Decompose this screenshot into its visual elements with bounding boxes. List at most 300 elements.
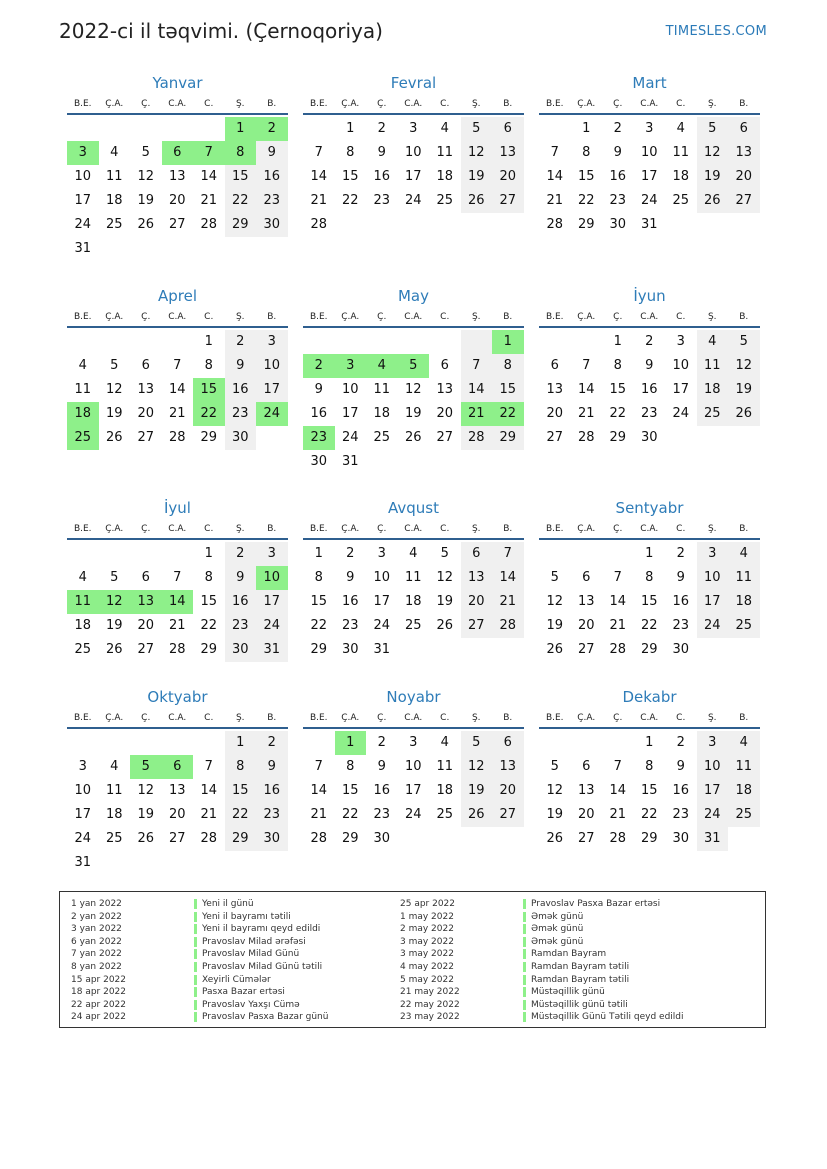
day-cell[interactable]: 11 bbox=[105, 169, 123, 184]
day-cell[interactable]: 17 bbox=[697, 779, 729, 803]
day-cell[interactable]: 17 bbox=[404, 783, 422, 798]
day-cell[interactable]: 18 bbox=[728, 590, 760, 614]
day-cell[interactable]: 9 bbox=[676, 759, 685, 774]
day-cell[interactable]: 12 bbox=[105, 382, 123, 397]
day-cell[interactable]: 25 bbox=[105, 217, 123, 232]
day-cell[interactable]: 21 bbox=[609, 807, 627, 822]
day-cell[interactable]: 15 bbox=[193, 378, 225, 402]
day-cell[interactable]: 17 bbox=[672, 382, 690, 397]
day-cell[interactable]: 29 bbox=[200, 430, 218, 445]
day-cell[interactable]: 9 bbox=[256, 141, 288, 165]
day-cell[interactable]: 31 bbox=[74, 855, 92, 870]
day-cell[interactable]: 27 bbox=[546, 430, 564, 445]
day-cell[interactable]: 14 bbox=[168, 382, 186, 397]
day-cell[interactable]: 29 bbox=[609, 430, 627, 445]
day-cell[interactable]: 5 bbox=[461, 117, 493, 141]
day-cell[interactable]: 1 bbox=[492, 330, 524, 354]
day-cell[interactable]: 13 bbox=[436, 382, 454, 397]
day-cell[interactable]: 6 bbox=[582, 759, 591, 774]
day-cell[interactable]: 29 bbox=[577, 217, 595, 232]
day-cell[interactable]: 3 bbox=[697, 731, 729, 755]
day-cell[interactable]: 3 bbox=[67, 141, 99, 165]
day-cell[interactable]: 30 bbox=[256, 213, 288, 237]
day-cell[interactable]: 17 bbox=[341, 406, 359, 421]
day-cell[interactable]: 7 bbox=[550, 145, 559, 160]
day-cell[interactable]: 11 bbox=[672, 145, 690, 160]
day-cell[interactable]: 5 bbox=[398, 354, 430, 378]
day-cell[interactable]: 13 bbox=[130, 590, 162, 614]
day-cell[interactable]: 6 bbox=[492, 731, 524, 755]
day-cell[interactable]: 18 bbox=[373, 406, 391, 421]
day-cell[interactable]: 23 bbox=[672, 618, 690, 633]
day-cell[interactable]: 14 bbox=[162, 590, 194, 614]
day-cell[interactable]: 13 bbox=[577, 594, 595, 609]
day-cell[interactable]: 5 bbox=[728, 330, 760, 354]
day-cell[interactable]: 6 bbox=[141, 570, 150, 585]
day-cell[interactable]: 31 bbox=[697, 827, 729, 851]
day-cell[interactable]: 6 bbox=[461, 542, 493, 566]
day-cell[interactable]: 3 bbox=[335, 354, 367, 378]
day-cell[interactable]: 10 bbox=[697, 755, 729, 779]
day-cell[interactable]: 30 bbox=[341, 642, 359, 657]
day-cell[interactable]: 14 bbox=[609, 594, 627, 609]
day-cell[interactable]: 14 bbox=[310, 783, 328, 798]
day-cell[interactable]: 27 bbox=[137, 642, 155, 657]
day-cell[interactable]: 14 bbox=[310, 169, 328, 184]
day-cell[interactable]: 5 bbox=[440, 546, 449, 561]
day-cell[interactable]: 22 bbox=[640, 807, 658, 822]
day-cell[interactable]: 5 bbox=[697, 117, 729, 141]
day-cell[interactable]: 18 bbox=[404, 594, 422, 609]
day-cell[interactable]: 11 bbox=[697, 354, 729, 378]
day-cell[interactable]: 31 bbox=[341, 454, 359, 469]
day-cell[interactable]: 9 bbox=[225, 354, 257, 378]
day-cell[interactable]: 12 bbox=[461, 141, 493, 165]
day-cell[interactable]: 22 bbox=[225, 803, 257, 827]
day-cell[interactable]: 10 bbox=[256, 354, 288, 378]
day-cell[interactable]: 19 bbox=[546, 807, 564, 822]
day-cell[interactable]: 14 bbox=[492, 566, 524, 590]
day-cell[interactable]: 27 bbox=[168, 831, 186, 846]
day-cell[interactable]: 6 bbox=[162, 141, 194, 165]
day-cell[interactable]: 17 bbox=[373, 594, 391, 609]
day-cell[interactable]: 18 bbox=[436, 783, 454, 798]
day-cell[interactable]: 16 bbox=[225, 378, 257, 402]
day-cell[interactable]: 28 bbox=[609, 831, 627, 846]
brand-link[interactable]: TIMESLES.COM bbox=[665, 24, 767, 39]
day-cell[interactable]: 8 bbox=[346, 145, 355, 160]
day-cell[interactable]: 20 bbox=[137, 618, 155, 633]
day-cell[interactable]: 12 bbox=[728, 354, 760, 378]
day-cell[interactable]: 3 bbox=[409, 735, 418, 750]
day-cell[interactable]: 15 bbox=[225, 779, 257, 803]
day-cell[interactable]: 16 bbox=[640, 382, 658, 397]
day-cell[interactable]: 12 bbox=[137, 783, 155, 798]
day-cell[interactable]: 7 bbox=[613, 570, 622, 585]
day-cell[interactable]: 30 bbox=[256, 827, 288, 851]
day-cell[interactable]: 6 bbox=[162, 755, 194, 779]
day-cell[interactable]: 5 bbox=[461, 731, 493, 755]
day-cell[interactable]: 4 bbox=[366, 354, 398, 378]
day-cell[interactable]: 13 bbox=[492, 141, 524, 165]
day-cell[interactable]: 11 bbox=[74, 382, 92, 397]
day-cell[interactable]: 22 bbox=[341, 807, 359, 822]
day-cell[interactable]: 19 bbox=[697, 165, 729, 189]
day-cell[interactable]: 15 bbox=[492, 378, 524, 402]
day-cell[interactable]: 20 bbox=[168, 807, 186, 822]
day-cell[interactable]: 26 bbox=[728, 402, 760, 426]
day-cell[interactable]: 13 bbox=[546, 382, 564, 397]
day-cell[interactable]: 18 bbox=[728, 779, 760, 803]
day-cell[interactable]: 27 bbox=[168, 217, 186, 232]
day-cell[interactable]: 3 bbox=[377, 546, 386, 561]
day-cell[interactable]: 1 bbox=[204, 546, 213, 561]
day-cell[interactable]: 25 bbox=[436, 193, 454, 208]
day-cell[interactable]: 5 bbox=[110, 358, 119, 373]
day-cell[interactable]: 18 bbox=[672, 169, 690, 184]
day-cell[interactable]: 4 bbox=[697, 330, 729, 354]
day-cell[interactable]: 2 bbox=[645, 334, 654, 349]
day-cell[interactable]: 14 bbox=[200, 783, 218, 798]
day-cell[interactable]: 23 bbox=[225, 614, 257, 638]
day-cell[interactable]: 10 bbox=[672, 358, 690, 373]
day-cell[interactable]: 3 bbox=[645, 121, 654, 136]
day-cell[interactable]: 24 bbox=[672, 406, 690, 421]
day-cell[interactable]: 11 bbox=[436, 759, 454, 774]
day-cell[interactable]: 19 bbox=[461, 779, 493, 803]
day-cell[interactable]: 1 bbox=[225, 117, 257, 141]
day-cell[interactable]: 15 bbox=[225, 165, 257, 189]
day-cell[interactable]: 30 bbox=[640, 430, 658, 445]
day-cell[interactable]: 11 bbox=[373, 382, 391, 397]
day-cell[interactable]: 22 bbox=[310, 618, 328, 633]
day-cell[interactable]: 21 bbox=[577, 406, 595, 421]
day-cell[interactable]: 5 bbox=[130, 755, 162, 779]
day-cell[interactable]: 30 bbox=[310, 454, 328, 469]
day-cell[interactable]: 17 bbox=[74, 807, 92, 822]
day-cell[interactable]: 8 bbox=[204, 358, 213, 373]
day-cell[interactable]: 15 bbox=[341, 783, 359, 798]
day-cell[interactable]: 4 bbox=[78, 570, 87, 585]
day-cell[interactable]: 14 bbox=[577, 382, 595, 397]
day-cell[interactable]: 28 bbox=[577, 430, 595, 445]
day-cell[interactable]: 21 bbox=[546, 193, 564, 208]
day-cell[interactable]: 24 bbox=[697, 614, 729, 638]
day-cell[interactable]: 9 bbox=[256, 755, 288, 779]
day-cell[interactable]: 15 bbox=[200, 594, 218, 609]
day-cell[interactable]: 23 bbox=[303, 426, 335, 450]
day-cell[interactable]: 18 bbox=[67, 402, 99, 426]
day-cell[interactable]: 9 bbox=[225, 566, 257, 590]
day-cell[interactable]: 18 bbox=[436, 169, 454, 184]
day-cell[interactable]: 20 bbox=[137, 406, 155, 421]
day-cell[interactable]: 1 bbox=[204, 334, 213, 349]
day-cell[interactable]: 20 bbox=[461, 590, 493, 614]
day-cell[interactable]: 3 bbox=[256, 330, 288, 354]
day-cell[interactable]: 28 bbox=[310, 217, 328, 232]
day-cell[interactable]: 3 bbox=[409, 121, 418, 136]
day-cell[interactable]: 16 bbox=[609, 169, 627, 184]
day-cell[interactable]: 18 bbox=[697, 378, 729, 402]
day-cell[interactable]: 28 bbox=[168, 642, 186, 657]
day-cell[interactable]: 4 bbox=[728, 542, 760, 566]
day-cell[interactable]: 1 bbox=[225, 731, 257, 755]
day-cell[interactable]: 26 bbox=[404, 430, 422, 445]
day-cell[interactable]: 20 bbox=[168, 193, 186, 208]
day-cell[interactable]: 27 bbox=[728, 189, 760, 213]
day-cell[interactable]: 21 bbox=[200, 193, 218, 208]
day-cell[interactable]: 27 bbox=[436, 430, 454, 445]
day-cell[interactable]: 24 bbox=[697, 803, 729, 827]
day-cell[interactable]: 28 bbox=[310, 831, 328, 846]
day-cell[interactable]: 18 bbox=[105, 193, 123, 208]
day-cell[interactable]: 7 bbox=[204, 759, 213, 774]
day-cell[interactable]: 7 bbox=[582, 358, 591, 373]
day-cell[interactable]: 22 bbox=[577, 193, 595, 208]
day-cell[interactable]: 4 bbox=[110, 759, 119, 774]
day-cell[interactable]: 2 bbox=[377, 735, 386, 750]
day-cell[interactable]: 7 bbox=[173, 358, 182, 373]
day-cell[interactable]: 13 bbox=[168, 783, 186, 798]
day-cell[interactable]: 18 bbox=[74, 618, 92, 633]
day-cell[interactable]: 21 bbox=[168, 618, 186, 633]
day-cell[interactable]: 7 bbox=[193, 141, 225, 165]
day-cell[interactable]: 16 bbox=[672, 594, 690, 609]
day-cell[interactable]: 12 bbox=[546, 783, 564, 798]
day-cell[interactable]: 25 bbox=[74, 642, 92, 657]
day-cell[interactable]: 23 bbox=[256, 803, 288, 827]
day-cell[interactable]: 15 bbox=[609, 382, 627, 397]
day-cell[interactable]: 20 bbox=[546, 406, 564, 421]
day-cell[interactable]: 6 bbox=[582, 570, 591, 585]
day-cell[interactable]: 28 bbox=[546, 217, 564, 232]
day-cell[interactable]: 17 bbox=[256, 590, 288, 614]
day-cell[interactable]: 9 bbox=[613, 145, 622, 160]
day-cell[interactable]: 23 bbox=[640, 406, 658, 421]
day-cell[interactable]: 21 bbox=[168, 406, 186, 421]
day-cell[interactable]: 24 bbox=[256, 614, 288, 638]
day-cell[interactable]: 29 bbox=[200, 642, 218, 657]
day-cell[interactable]: 5 bbox=[141, 145, 150, 160]
day-cell[interactable]: 26 bbox=[137, 217, 155, 232]
day-cell[interactable]: 22 bbox=[341, 193, 359, 208]
day-cell[interactable]: 21 bbox=[310, 193, 328, 208]
day-cell[interactable]: 4 bbox=[409, 546, 418, 561]
day-cell[interactable]: 1 bbox=[346, 121, 355, 136]
day-cell[interactable]: 9 bbox=[377, 759, 386, 774]
day-cell[interactable]: 13 bbox=[728, 141, 760, 165]
day-cell[interactable]: 13 bbox=[492, 755, 524, 779]
day-cell[interactable]: 20 bbox=[436, 406, 454, 421]
day-cell[interactable]: 5 bbox=[550, 759, 559, 774]
day-cell[interactable]: 21 bbox=[492, 590, 524, 614]
day-cell[interactable]: 13 bbox=[168, 169, 186, 184]
day-cell[interactable]: 25 bbox=[436, 807, 454, 822]
day-cell[interactable]: 16 bbox=[225, 590, 257, 614]
day-cell[interactable]: 17 bbox=[697, 590, 729, 614]
day-cell[interactable]: 23 bbox=[256, 189, 288, 213]
day-cell[interactable]: 24 bbox=[404, 193, 422, 208]
day-cell[interactable]: 24 bbox=[74, 217, 92, 232]
day-cell[interactable]: 4 bbox=[440, 121, 449, 136]
day-cell[interactable]: 26 bbox=[105, 642, 123, 657]
day-cell[interactable]: 8 bbox=[613, 358, 622, 373]
day-cell[interactable]: 17 bbox=[74, 193, 92, 208]
day-cell[interactable]: 1 bbox=[335, 731, 367, 755]
day-cell[interactable]: 15 bbox=[341, 169, 359, 184]
day-cell[interactable]: 15 bbox=[310, 594, 328, 609]
day-cell[interactable]: 28 bbox=[492, 614, 524, 638]
day-cell[interactable]: 23 bbox=[341, 618, 359, 633]
day-cell[interactable]: 19 bbox=[105, 618, 123, 633]
day-cell[interactable]: 30 bbox=[225, 638, 257, 662]
day-cell[interactable]: 19 bbox=[105, 406, 123, 421]
day-cell[interactable]: 28 bbox=[200, 831, 218, 846]
day-cell[interactable]: 6 bbox=[440, 358, 449, 373]
day-cell[interactable]: 28 bbox=[200, 217, 218, 232]
day-cell[interactable]: 19 bbox=[137, 807, 155, 822]
day-cell[interactable]: 26 bbox=[546, 642, 564, 657]
day-cell[interactable]: 20 bbox=[492, 779, 524, 803]
day-cell[interactable]: 11 bbox=[105, 783, 123, 798]
day-cell[interactable]: 4 bbox=[440, 735, 449, 750]
day-cell[interactable]: 25 bbox=[697, 402, 729, 426]
day-cell[interactable]: 8 bbox=[645, 759, 654, 774]
day-cell[interactable]: 8 bbox=[582, 145, 591, 160]
day-cell[interactable]: 1 bbox=[613, 334, 622, 349]
day-cell[interactable]: 7 bbox=[492, 542, 524, 566]
day-cell[interactable]: 11 bbox=[728, 566, 760, 590]
day-cell[interactable]: 12 bbox=[404, 382, 422, 397]
day-cell[interactable]: 28 bbox=[609, 642, 627, 657]
day-cell[interactable]: 23 bbox=[225, 402, 257, 426]
day-cell[interactable]: 14 bbox=[609, 783, 627, 798]
day-cell[interactable]: 8 bbox=[645, 570, 654, 585]
day-cell[interactable]: 30 bbox=[609, 217, 627, 232]
day-cell[interactable]: 21 bbox=[461, 402, 493, 426]
day-cell[interactable]: 13 bbox=[577, 783, 595, 798]
day-cell[interactable]: 15 bbox=[640, 783, 658, 798]
day-cell[interactable]: 5 bbox=[550, 570, 559, 585]
day-cell[interactable]: 2 bbox=[676, 546, 685, 561]
day-cell[interactable]: 16 bbox=[310, 406, 328, 421]
day-cell[interactable]: 29 bbox=[640, 831, 658, 846]
day-cell[interactable]: 16 bbox=[256, 779, 288, 803]
day-cell[interactable]: 23 bbox=[609, 193, 627, 208]
day-cell[interactable]: 2 bbox=[346, 546, 355, 561]
day-cell[interactable]: 16 bbox=[341, 594, 359, 609]
day-cell[interactable]: 7 bbox=[613, 759, 622, 774]
day-cell[interactable]: 2 bbox=[256, 117, 288, 141]
day-cell[interactable]: 24 bbox=[640, 193, 658, 208]
day-cell[interactable]: 6 bbox=[728, 117, 760, 141]
day-cell[interactable]: 26 bbox=[105, 430, 123, 445]
day-cell[interactable]: 9 bbox=[377, 145, 386, 160]
day-cell[interactable]: 1 bbox=[645, 546, 654, 561]
day-cell[interactable]: 29 bbox=[341, 831, 359, 846]
day-cell[interactable]: 26 bbox=[436, 618, 454, 633]
day-cell[interactable]: 25 bbox=[67, 426, 99, 450]
day-cell[interactable]: 25 bbox=[373, 430, 391, 445]
day-cell[interactable]: 4 bbox=[78, 358, 87, 373]
day-cell[interactable]: 2 bbox=[225, 330, 257, 354]
day-cell[interactable]: 8 bbox=[314, 570, 323, 585]
day-cell[interactable]: 29 bbox=[310, 642, 328, 657]
day-cell[interactable]: 2 bbox=[613, 121, 622, 136]
day-cell[interactable]: 9 bbox=[346, 570, 355, 585]
day-cell[interactable]: 12 bbox=[137, 169, 155, 184]
day-cell[interactable]: 27 bbox=[461, 614, 493, 638]
day-cell[interactable]: 24 bbox=[74, 831, 92, 846]
day-cell[interactable]: 20 bbox=[577, 618, 595, 633]
day-cell[interactable]: 12 bbox=[436, 570, 454, 585]
day-cell[interactable]: 26 bbox=[697, 189, 729, 213]
day-cell[interactable]: 10 bbox=[697, 566, 729, 590]
day-cell[interactable]: 31 bbox=[74, 241, 92, 256]
day-cell[interactable]: 19 bbox=[404, 406, 422, 421]
day-cell[interactable]: 28 bbox=[461, 426, 493, 450]
day-cell[interactable]: 14 bbox=[461, 378, 493, 402]
day-cell[interactable]: 23 bbox=[672, 807, 690, 822]
day-cell[interactable]: 19 bbox=[461, 165, 493, 189]
day-cell[interactable]: 27 bbox=[492, 803, 524, 827]
day-cell[interactable]: 29 bbox=[225, 827, 257, 851]
day-cell[interactable]: 18 bbox=[105, 807, 123, 822]
day-cell[interactable]: 8 bbox=[346, 759, 355, 774]
day-cell[interactable]: 28 bbox=[168, 430, 186, 445]
day-cell[interactable]: 12 bbox=[546, 594, 564, 609]
day-cell[interactable]: 30 bbox=[373, 831, 391, 846]
day-cell[interactable]: 26 bbox=[137, 831, 155, 846]
day-cell[interactable]: 12 bbox=[99, 590, 131, 614]
day-cell[interactable]: 24 bbox=[373, 618, 391, 633]
day-cell[interactable]: 24 bbox=[341, 430, 359, 445]
day-cell[interactable]: 16 bbox=[672, 783, 690, 798]
day-cell[interactable]: 3 bbox=[697, 542, 729, 566]
day-cell[interactable]: 26 bbox=[461, 803, 493, 827]
day-cell[interactable]: 26 bbox=[546, 831, 564, 846]
day-cell[interactable]: 9 bbox=[676, 570, 685, 585]
day-cell[interactable]: 12 bbox=[697, 141, 729, 165]
day-cell[interactable]: 22 bbox=[609, 406, 627, 421]
day-cell[interactable]: 6 bbox=[492, 117, 524, 141]
day-cell[interactable]: 5 bbox=[110, 570, 119, 585]
day-cell[interactable]: 20 bbox=[577, 807, 595, 822]
day-cell[interactable]: 30 bbox=[225, 426, 257, 450]
day-cell[interactable]: 4 bbox=[728, 731, 760, 755]
day-cell[interactable]: 2 bbox=[377, 121, 386, 136]
day-cell[interactable]: 4 bbox=[110, 145, 119, 160]
day-cell[interactable]: 26 bbox=[461, 189, 493, 213]
day-cell[interactable]: 4 bbox=[676, 121, 685, 136]
day-cell[interactable]: 19 bbox=[137, 193, 155, 208]
day-cell[interactable]: 2 bbox=[676, 735, 685, 750]
day-cell[interactable]: 31 bbox=[640, 217, 658, 232]
day-cell[interactable]: 19 bbox=[546, 618, 564, 633]
day-cell[interactable]: 2 bbox=[256, 731, 288, 755]
day-cell[interactable]: 27 bbox=[577, 642, 595, 657]
day-cell[interactable]: 23 bbox=[373, 193, 391, 208]
day-cell[interactable]: 14 bbox=[200, 169, 218, 184]
day-cell[interactable]: 17 bbox=[404, 169, 422, 184]
day-cell[interactable]: 8 bbox=[204, 570, 213, 585]
day-cell[interactable]: 25 bbox=[728, 803, 760, 827]
day-cell[interactable]: 3 bbox=[256, 542, 288, 566]
day-cell[interactable]: 3 bbox=[676, 334, 685, 349]
day-cell[interactable]: 9 bbox=[314, 382, 323, 397]
day-cell[interactable]: 10 bbox=[373, 570, 391, 585]
day-cell[interactable]: 11 bbox=[67, 590, 99, 614]
